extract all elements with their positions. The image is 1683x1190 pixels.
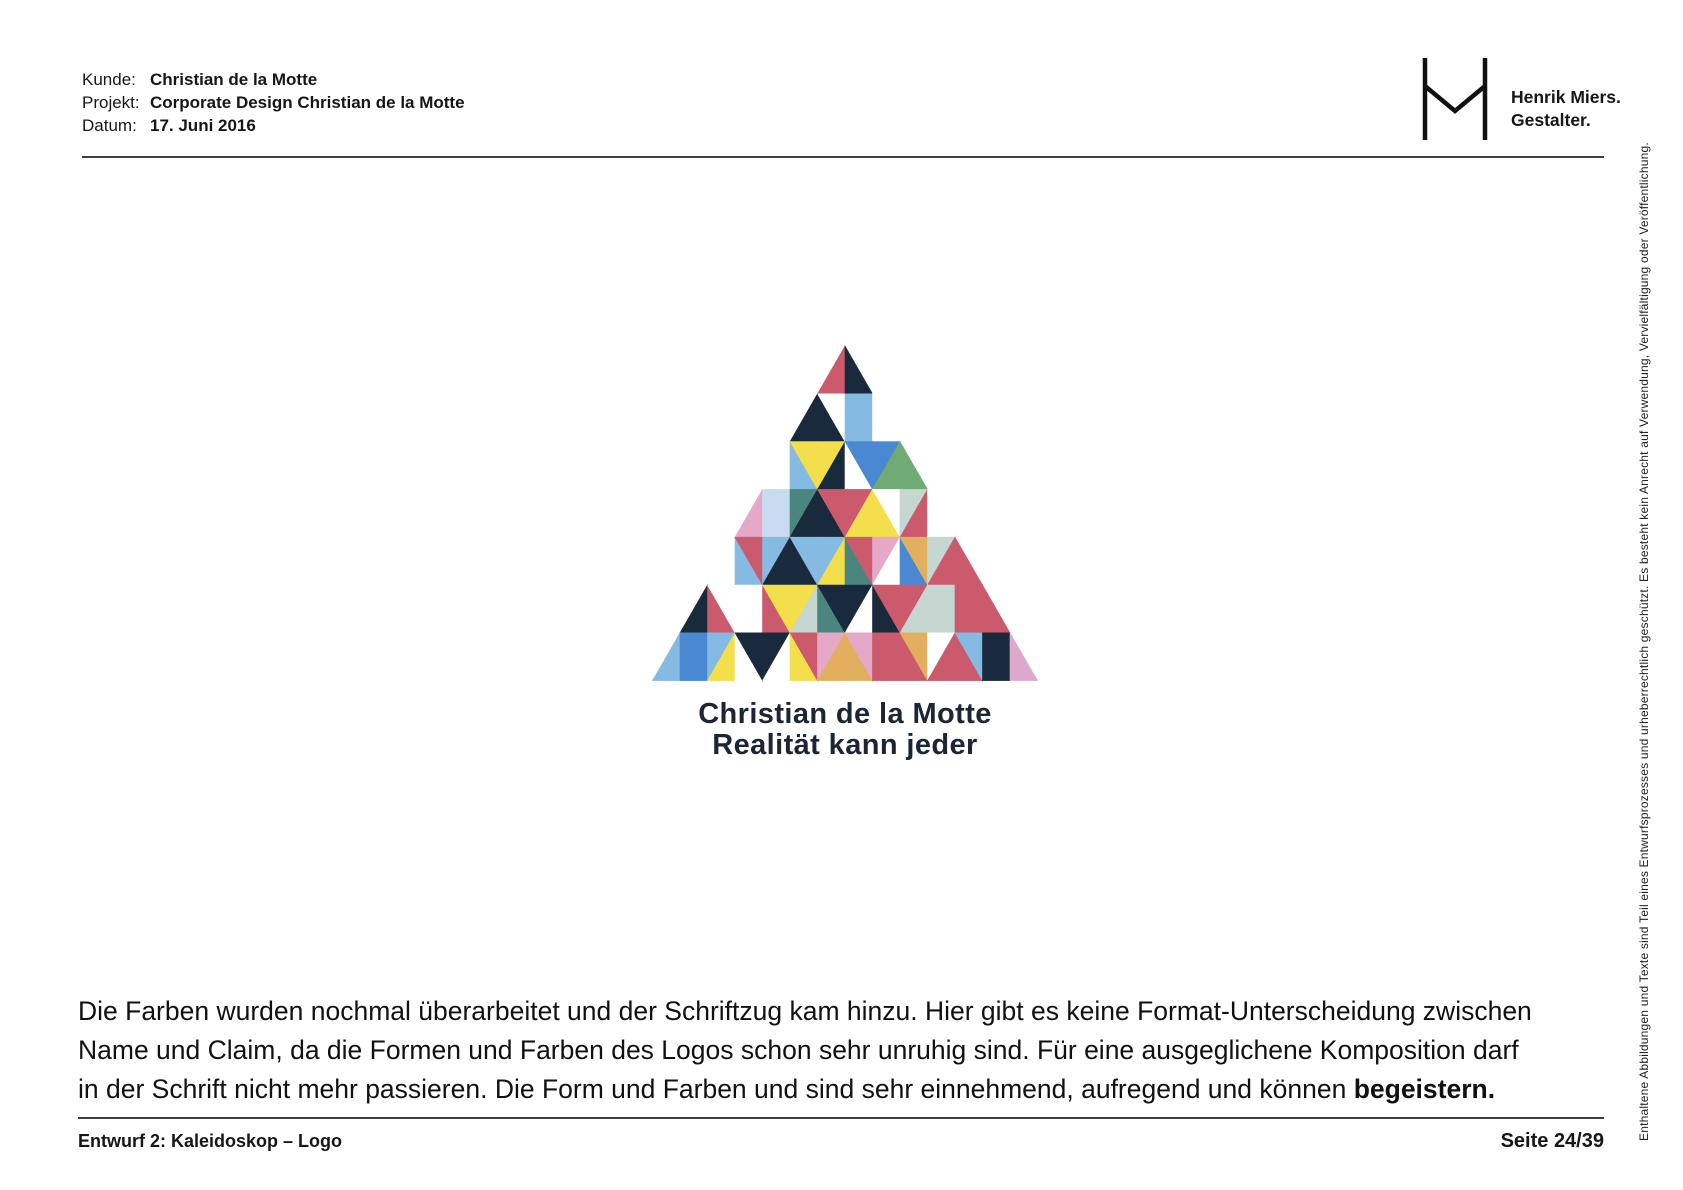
brand-text (1511, 86, 1621, 140)
kunde-label: Kunde: (82, 70, 136, 89)
kaleidoscope-logo (625, 344, 1065, 684)
logo-title: Christian de la Motte (698, 698, 992, 730)
brand-block (1421, 58, 1621, 140)
kunde-value: Christian de la Motte (150, 70, 318, 89)
datum-value: 17. Juni 2016 (150, 116, 256, 135)
projekt-value: Corporate Design Christian de la Motte (150, 93, 465, 112)
projekt-label: Projekt: (82, 93, 140, 112)
description-text: Die Farben wurden nochmal überarbeitet und der Schriftzug kam hinzu. Hier gibt es keine Format-Unterscheidung zwischen Name und Claim, da die Formen und Farben des Logos schon sehr unruhig sind. Für eine ausgeglichene Komposition darf in der Schrift nicht mehr passieren. Die Form und Farben und sind sehr einnehmend, aufregend und können (78, 996, 1532, 1104)
logo-wordmark (625, 699, 1065, 761)
description-emphasis: begeistern. (1353, 1074, 1496, 1104)
footer-section-title: Entwurf 2: Kaleidoskop – Logo (78, 1131, 343, 1151)
footer (78, 1130, 1604, 1153)
brand-role: Gestalter. (1511, 110, 1591, 130)
logo-block (625, 344, 1065, 761)
page-number: Seite 24/39 (1500, 1130, 1604, 1152)
project-info-row (82, 68, 465, 91)
project-info-row (82, 91, 465, 114)
brand-name: Henrik Miers. (1511, 87, 1621, 107)
datum-label: Datum: (82, 116, 137, 135)
hm-monogram-icon (1421, 58, 1489, 140)
project-info-row (82, 114, 465, 137)
header-divider (82, 156, 1604, 158)
copyright-note: Enthaltene Abbildungen und Texte sind Teil eines Entwurfsprozesses und urheberrechtlich geschützt. Es besteht kein Anrecht auf Verwendung, Vervielfältigung oder Veröffentlichung. (1637, 142, 1651, 1141)
footer-divider (78, 1117, 1604, 1119)
logo-claim: Realität kann jeder (712, 729, 978, 761)
project-info (82, 68, 465, 137)
description-paragraph (78, 992, 1536, 1109)
